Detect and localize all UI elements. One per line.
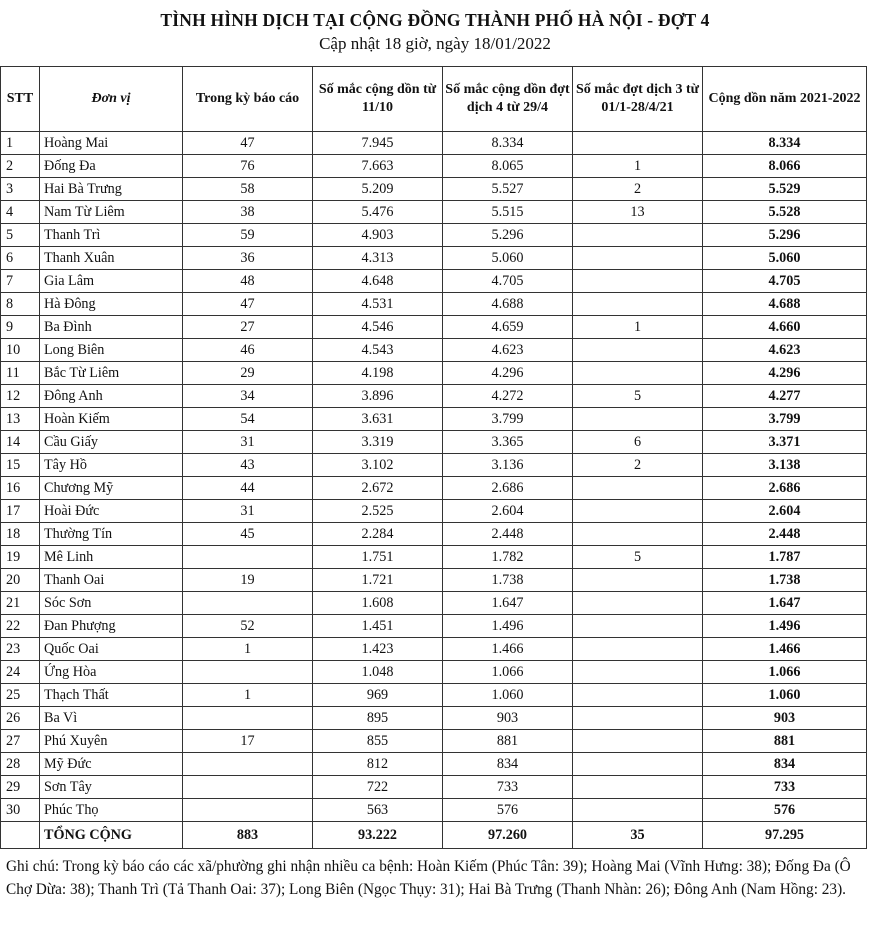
cell-period: 36 bbox=[183, 247, 313, 270]
cell-total: 5.528 bbox=[703, 201, 867, 224]
table-row bbox=[1, 408, 867, 431]
cell-since-1110: 1.721 bbox=[313, 569, 443, 592]
table-row bbox=[1, 316, 867, 339]
header-since-1110: Số mắc cộng dồn từ 11/10 bbox=[313, 67, 443, 132]
cell-stt: 10 bbox=[1, 339, 40, 362]
cell-wave3 bbox=[573, 523, 703, 546]
cell-unit: Thanh Oai bbox=[40, 569, 183, 592]
table-row bbox=[1, 730, 867, 753]
cell-since-1110: 4.903 bbox=[313, 224, 443, 247]
cell-wave4: 1.466 bbox=[443, 638, 573, 661]
cell-total: 8.066 bbox=[703, 155, 867, 178]
cell-since-1110: 1.451 bbox=[313, 615, 443, 638]
cell-since-1110: 4.313 bbox=[313, 247, 443, 270]
cell-total: 3.371 bbox=[703, 431, 867, 454]
cell-total: 5.529 bbox=[703, 178, 867, 201]
cell-unit: Mê Linh bbox=[40, 546, 183, 569]
header-total: Cộng dồn năm 2021-2022 bbox=[703, 67, 867, 132]
cell-wave3 bbox=[573, 477, 703, 500]
cell-total: 834 bbox=[703, 753, 867, 776]
cell-wave3: 13 bbox=[573, 201, 703, 224]
cell-unit: Nam Từ Liêm bbox=[40, 201, 183, 224]
cell-stt: 30 bbox=[1, 799, 40, 822]
cell-wave3 bbox=[573, 661, 703, 684]
cell-total: 3.799 bbox=[703, 408, 867, 431]
cell-since-1110: 2.672 bbox=[313, 477, 443, 500]
cell-unit: Hoài Đức bbox=[40, 500, 183, 523]
cell-wave3: 2 bbox=[573, 454, 703, 477]
cell-wave3 bbox=[573, 707, 703, 730]
table-row bbox=[1, 592, 867, 615]
cell-wave3 bbox=[573, 408, 703, 431]
cell-total: 4.296 bbox=[703, 362, 867, 385]
cell-total: 1.787 bbox=[703, 546, 867, 569]
cell-stt: 29 bbox=[1, 776, 40, 799]
cell-wave3 bbox=[573, 132, 703, 155]
cell-period: 59 bbox=[183, 224, 313, 247]
header-period: Trong kỳ báo cáo bbox=[183, 67, 313, 132]
cell-total: 5.060 bbox=[703, 247, 867, 270]
cell-wave4: 4.688 bbox=[443, 293, 573, 316]
cell-stt: 18 bbox=[1, 523, 40, 546]
table-row bbox=[1, 132, 867, 155]
table-row bbox=[1, 178, 867, 201]
table-row bbox=[1, 477, 867, 500]
cell-period: 44 bbox=[183, 477, 313, 500]
cell-period: 52 bbox=[183, 615, 313, 638]
cell-since-1110: 855 bbox=[313, 730, 443, 753]
cell-wave4: 903 bbox=[443, 707, 573, 730]
cell-since-1110: 4.531 bbox=[313, 293, 443, 316]
cell-wave3 bbox=[573, 224, 703, 247]
cell-unit: Ba Vì bbox=[40, 707, 183, 730]
cell-wave3: 1 bbox=[573, 316, 703, 339]
cell-wave4: 4.296 bbox=[443, 362, 573, 385]
table-row bbox=[1, 247, 867, 270]
cell-period bbox=[183, 592, 313, 615]
cell-stt: 20 bbox=[1, 569, 40, 592]
cell-wave3 bbox=[573, 247, 703, 270]
cell-wave4: 834 bbox=[443, 753, 573, 776]
cell-wave3 bbox=[573, 638, 703, 661]
header-stt: STT bbox=[1, 67, 40, 132]
cell-since-1110: 5.476 bbox=[313, 201, 443, 224]
cell-total: 1.066 bbox=[703, 661, 867, 684]
table-row bbox=[1, 293, 867, 316]
cell-wave4: 881 bbox=[443, 730, 573, 753]
cell-since-1110: 7.945 bbox=[313, 132, 443, 155]
cell-wave4: 1.066 bbox=[443, 661, 573, 684]
cell-stt: 16 bbox=[1, 477, 40, 500]
cell-total: 4.623 bbox=[703, 339, 867, 362]
table-row bbox=[1, 546, 867, 569]
cell-wave3 bbox=[573, 339, 703, 362]
cell-wave3: 5 bbox=[573, 385, 703, 408]
cell-unit: Hoàng Mai bbox=[40, 132, 183, 155]
cell-wave3 bbox=[573, 270, 703, 293]
table-row bbox=[1, 684, 867, 707]
cell-period: 54 bbox=[183, 408, 313, 431]
cell-unit: Thường Tín bbox=[40, 523, 183, 546]
cell-wave3 bbox=[573, 592, 703, 615]
cell-since-1110: 2.525 bbox=[313, 500, 443, 523]
total-wave4: 97.260 bbox=[443, 822, 573, 849]
cell-unit: Cầu Giấy bbox=[40, 431, 183, 454]
cell-wave3 bbox=[573, 684, 703, 707]
cell-wave3 bbox=[573, 753, 703, 776]
cell-stt: 12 bbox=[1, 385, 40, 408]
cell-total: 3.138 bbox=[703, 454, 867, 477]
cell-wave3 bbox=[573, 362, 703, 385]
cell-stt: 9 bbox=[1, 316, 40, 339]
cell-total: 2.448 bbox=[703, 523, 867, 546]
cell-wave3 bbox=[573, 293, 703, 316]
cell-unit: Thạch Thất bbox=[40, 684, 183, 707]
table-row bbox=[1, 270, 867, 293]
cell-wave4: 5.060 bbox=[443, 247, 573, 270]
cell-stt: 25 bbox=[1, 684, 40, 707]
cell-wave3: 1 bbox=[573, 155, 703, 178]
page-subtitle: Cập nhật 18 giờ, ngày 18/01/2022 bbox=[319, 34, 551, 53]
cell-period: 31 bbox=[183, 431, 313, 454]
table-header bbox=[1, 67, 867, 132]
cell-period bbox=[183, 753, 313, 776]
cell-since-1110: 812 bbox=[313, 753, 443, 776]
cell-total: 4.277 bbox=[703, 385, 867, 408]
cell-since-1110: 4.648 bbox=[313, 270, 443, 293]
cell-since-1110: 4.546 bbox=[313, 316, 443, 339]
cell-period: 45 bbox=[183, 523, 313, 546]
cell-total: 2.686 bbox=[703, 477, 867, 500]
cell-wave3 bbox=[573, 799, 703, 822]
page-title: TÌNH HÌNH DỊCH TẠI CỘNG ĐỒNG THÀNH PHỐ HÀ NỘI - ĐỢT 4 bbox=[160, 10, 710, 30]
cell-wave4: 733 bbox=[443, 776, 573, 799]
cell-total: 576 bbox=[703, 799, 867, 822]
cell-wave4: 4.659 bbox=[443, 316, 573, 339]
table-row bbox=[1, 753, 867, 776]
cell-since-1110: 722 bbox=[313, 776, 443, 799]
cell-wave4: 5.515 bbox=[443, 201, 573, 224]
cell-unit: Hà Đông bbox=[40, 293, 183, 316]
cell-unit: Quốc Oai bbox=[40, 638, 183, 661]
cell-period: 48 bbox=[183, 270, 313, 293]
total-since-1110: 93.222 bbox=[313, 822, 443, 849]
cell-wave3 bbox=[573, 500, 703, 523]
cell-unit: Mỹ Đức bbox=[40, 753, 183, 776]
cell-period: 27 bbox=[183, 316, 313, 339]
cell-stt: 21 bbox=[1, 592, 40, 615]
cell-wave3 bbox=[573, 730, 703, 753]
cell-wave4: 8.065 bbox=[443, 155, 573, 178]
total-label: TỔNG CỘNG bbox=[40, 822, 183, 849]
cell-period: 43 bbox=[183, 454, 313, 477]
cell-wave4: 1.496 bbox=[443, 615, 573, 638]
cell-total: 903 bbox=[703, 707, 867, 730]
cell-stt: 6 bbox=[1, 247, 40, 270]
table-row bbox=[1, 707, 867, 730]
cell-period: 19 bbox=[183, 569, 313, 592]
cell-stt: 23 bbox=[1, 638, 40, 661]
table-footer bbox=[1, 822, 867, 849]
cell-since-1110: 4.543 bbox=[313, 339, 443, 362]
cell-unit: Tây Hồ bbox=[40, 454, 183, 477]
cell-since-1110: 1.423 bbox=[313, 638, 443, 661]
cell-period: 58 bbox=[183, 178, 313, 201]
cell-since-1110: 1.048 bbox=[313, 661, 443, 684]
cell-stt: 13 bbox=[1, 408, 40, 431]
header-row bbox=[1, 67, 867, 132]
cell-wave4: 3.136 bbox=[443, 454, 573, 477]
cell-wave4: 1.647 bbox=[443, 592, 573, 615]
cell-period: 76 bbox=[183, 155, 313, 178]
cell-wave4: 5.296 bbox=[443, 224, 573, 247]
cell-since-1110: 3.631 bbox=[313, 408, 443, 431]
cell-since-1110: 3.896 bbox=[313, 385, 443, 408]
cell-period: 1 bbox=[183, 638, 313, 661]
header-wave3: Số mắc đợt dịch 3 từ 01/1-28/4/21 bbox=[573, 67, 703, 132]
cell-stt: 24 bbox=[1, 661, 40, 684]
cell-unit: Long Biên bbox=[40, 339, 183, 362]
cell-wave4: 4.705 bbox=[443, 270, 573, 293]
cell-since-1110: 3.102 bbox=[313, 454, 443, 477]
cell-wave4: 2.686 bbox=[443, 477, 573, 500]
cell-since-1110: 7.663 bbox=[313, 155, 443, 178]
cell-unit: Hoàn Kiếm bbox=[40, 408, 183, 431]
table-row bbox=[1, 776, 867, 799]
cell-stt: 1 bbox=[1, 132, 40, 155]
cell-unit: Đống Đa bbox=[40, 155, 183, 178]
cell-total: 5.296 bbox=[703, 224, 867, 247]
cell-stt: 3 bbox=[1, 178, 40, 201]
total-wave3: 35 bbox=[573, 822, 703, 849]
cell-stt: 2 bbox=[1, 155, 40, 178]
table-row bbox=[1, 431, 867, 454]
table-row bbox=[1, 224, 867, 247]
cell-wave3 bbox=[573, 776, 703, 799]
cell-wave4: 4.623 bbox=[443, 339, 573, 362]
cell-since-1110: 5.209 bbox=[313, 178, 443, 201]
cell-unit: Đông Anh bbox=[40, 385, 183, 408]
cell-stt: 27 bbox=[1, 730, 40, 753]
cell-stt: 26 bbox=[1, 707, 40, 730]
cell-since-1110: 4.198 bbox=[313, 362, 443, 385]
cell-total: 733 bbox=[703, 776, 867, 799]
cell-unit: Phú Xuyên bbox=[40, 730, 183, 753]
cell-unit: Chương Mỹ bbox=[40, 477, 183, 500]
cell-wave3 bbox=[573, 569, 703, 592]
cell-total: 2.604 bbox=[703, 500, 867, 523]
cell-total: 881 bbox=[703, 730, 867, 753]
cell-period: 1 bbox=[183, 684, 313, 707]
cell-total: 1.647 bbox=[703, 592, 867, 615]
cell-wave4: 4.272 bbox=[443, 385, 573, 408]
cell-wave4: 1.060 bbox=[443, 684, 573, 707]
cell-unit: Bắc Từ Liêm bbox=[40, 362, 183, 385]
cell-wave4: 1.738 bbox=[443, 569, 573, 592]
cell-total: 4.688 bbox=[703, 293, 867, 316]
cell-period: 34 bbox=[183, 385, 313, 408]
cell-unit: Ba Đình bbox=[40, 316, 183, 339]
cell-total: 1.466 bbox=[703, 638, 867, 661]
table-row bbox=[1, 523, 867, 546]
cell-total: 4.660 bbox=[703, 316, 867, 339]
cell-period: 38 bbox=[183, 201, 313, 224]
cell-stt: 17 bbox=[1, 500, 40, 523]
cell-unit: Sơn Tây bbox=[40, 776, 183, 799]
cell-unit: Thanh Xuân bbox=[40, 247, 183, 270]
table-row bbox=[1, 569, 867, 592]
cell-period bbox=[183, 776, 313, 799]
cell-wave4: 1.782 bbox=[443, 546, 573, 569]
cell-since-1110: 895 bbox=[313, 707, 443, 730]
cell-since-1110: 1.608 bbox=[313, 592, 443, 615]
cell-wave4: 3.799 bbox=[443, 408, 573, 431]
table-row bbox=[1, 201, 867, 224]
cell-stt: 19 bbox=[1, 546, 40, 569]
cell-period bbox=[183, 661, 313, 684]
cell-stt: 5 bbox=[1, 224, 40, 247]
cell-wave3 bbox=[573, 615, 703, 638]
cell-wave4: 5.527 bbox=[443, 178, 573, 201]
cell-stt: 22 bbox=[1, 615, 40, 638]
cell-stt: 15 bbox=[1, 454, 40, 477]
table-row bbox=[1, 500, 867, 523]
cell-since-1110: 3.319 bbox=[313, 431, 443, 454]
cell-total: 1.738 bbox=[703, 569, 867, 592]
cell-since-1110: 1.751 bbox=[313, 546, 443, 569]
cell-period bbox=[183, 799, 313, 822]
table-row bbox=[1, 799, 867, 822]
table-row bbox=[1, 661, 867, 684]
cell-period: 17 bbox=[183, 730, 313, 753]
cell-period bbox=[183, 707, 313, 730]
cell-period: 46 bbox=[183, 339, 313, 362]
total-row bbox=[1, 822, 867, 849]
cell-unit: Gia Lâm bbox=[40, 270, 183, 293]
footnote: Ghi chú: Trong kỳ báo cáo các xã/phường ghi nhận nhiều ca bệnh: Hoàn Kiếm (Phúc Tân: 39); Hoàng Mai (Vĩnh Hưng: 38); Đống Đa (Ô Chợ Dừa: 38); Thanh Trì (Tả Thanh Oai: 37); Long Biên (Ngọc Thụy: 31); Hai Bà Trưng (Thanh Nhàn: 26); Đông Anh (Nam Hồng: 23). bbox=[6, 858, 851, 898]
cell-unit: Hai Bà Trưng bbox=[40, 178, 183, 201]
cell-wave4: 576 bbox=[443, 799, 573, 822]
cell-unit: Đan Phượng bbox=[40, 615, 183, 638]
header-wave4: Số mắc cộng dồn đợt dịch 4 từ 29/4 bbox=[443, 67, 573, 132]
cell-period: 47 bbox=[183, 132, 313, 155]
cell-period: 31 bbox=[183, 500, 313, 523]
cell-stt: 8 bbox=[1, 293, 40, 316]
cell-wave4: 3.365 bbox=[443, 431, 573, 454]
cell-total: 8.334 bbox=[703, 132, 867, 155]
table-body bbox=[1, 132, 867, 822]
total-stt-cell bbox=[1, 822, 40, 849]
cell-period bbox=[183, 546, 313, 569]
table-row bbox=[1, 339, 867, 362]
cell-stt: 14 bbox=[1, 431, 40, 454]
cell-wave4: 2.448 bbox=[443, 523, 573, 546]
cell-period: 47 bbox=[183, 293, 313, 316]
cell-total: 4.705 bbox=[703, 270, 867, 293]
cell-since-1110: 563 bbox=[313, 799, 443, 822]
cell-wave3: 5 bbox=[573, 546, 703, 569]
cell-period: 29 bbox=[183, 362, 313, 385]
table-row bbox=[1, 155, 867, 178]
cell-wave3: 2 bbox=[573, 178, 703, 201]
cell-stt: 11 bbox=[1, 362, 40, 385]
cases-table bbox=[0, 66, 867, 849]
table-row bbox=[1, 454, 867, 477]
cell-unit: Thanh Trì bbox=[40, 224, 183, 247]
cell-total: 1.060 bbox=[703, 684, 867, 707]
header-unit: Đơn vị bbox=[40, 67, 183, 132]
cell-stt: 7 bbox=[1, 270, 40, 293]
table-row bbox=[1, 638, 867, 661]
cell-since-1110: 2.284 bbox=[313, 523, 443, 546]
table-row bbox=[1, 615, 867, 638]
total-period: 883 bbox=[183, 822, 313, 849]
cell-total: 1.496 bbox=[703, 615, 867, 638]
cell-stt: 28 bbox=[1, 753, 40, 776]
cell-wave4: 2.604 bbox=[443, 500, 573, 523]
cell-unit: Phúc Thọ bbox=[40, 799, 183, 822]
cell-unit: Ứng Hòa bbox=[40, 661, 183, 684]
cell-wave3: 6 bbox=[573, 431, 703, 454]
table-row bbox=[1, 362, 867, 385]
cell-wave4: 8.334 bbox=[443, 132, 573, 155]
cell-since-1110: 969 bbox=[313, 684, 443, 707]
total-grand: 97.295 bbox=[703, 822, 867, 849]
cell-unit: Sóc Sơn bbox=[40, 592, 183, 615]
cell-stt: 4 bbox=[1, 201, 40, 224]
table-row bbox=[1, 385, 867, 408]
